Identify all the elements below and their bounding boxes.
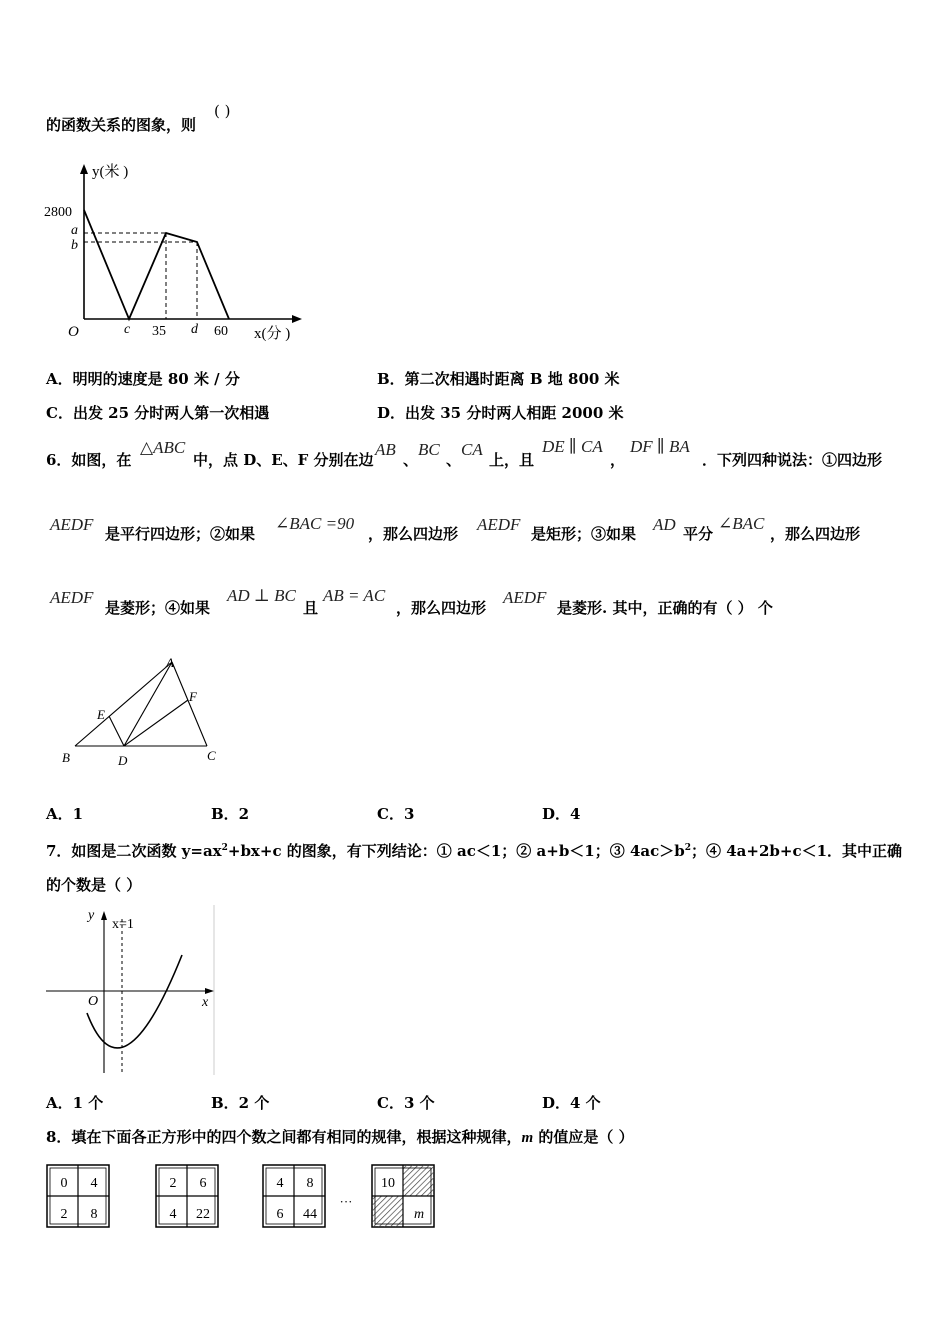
q6-math-triangle: △ABC: [140, 438, 186, 457]
q6-option-a[interactable]: A．1: [46, 805, 84, 823]
point-e-label: E: [97, 707, 105, 722]
q6-math-ad: AD: [653, 515, 676, 534]
q6-math-aedf: AEDF: [50, 588, 94, 607]
q8-number-squares: [40, 1158, 450, 1233]
number-square-unknown: [372, 1165, 434, 1227]
q5-option-d[interactable]: D．出发 35 分时两人相距 2000 米: [377, 404, 624, 422]
q6-stem-part: ．下列四种说法：①四边形: [702, 451, 883, 469]
q6-stem-part: 、: [403, 451, 419, 469]
point-c-label: C: [207, 748, 216, 763]
cell-bottom-right: 44: [303, 1207, 317, 1222]
cell-bottom-left: 2: [60, 1207, 68, 1222]
cell-bottom-left: 6: [276, 1207, 284, 1222]
q6-triangle-figure: [55, 650, 230, 775]
point-a-label: A: [166, 655, 174, 670]
q6-math-df-parallel-ba: DF ∥ BA: [630, 437, 690, 456]
cell-bottom-right: 22: [196, 1207, 210, 1222]
y-axis-label: y: [88, 908, 95, 923]
q6-option-c[interactable]: C．3: [377, 805, 415, 823]
axis-of-symmetry-label: x=1: [112, 917, 134, 932]
q8-stem: 8．填在下面各正方形中的四个数之间都有相同的规律，根据这种规律，m 的值应是（ ）: [46, 1128, 634, 1146]
cell-bottom-right: 8: [90, 1207, 98, 1222]
q6-stem-part: 是菱形. 其中，正确的有（ ） 个: [557, 599, 773, 617]
q7-option-a[interactable]: A．1 个: [46, 1094, 104, 1112]
x-tick-35: 35: [152, 324, 166, 339]
cell-top-left: 10: [381, 1176, 395, 1191]
origin-label: O: [88, 994, 99, 1009]
q6-stem-part: ，那么四边形: [770, 525, 861, 543]
x-tick-origin: O: [68, 324, 79, 340]
number-square: [156, 1165, 218, 1227]
cell-top-right: 6: [199, 1176, 207, 1191]
q6-stem-part: ，那么四边形: [368, 525, 459, 543]
number-square: [263, 1165, 325, 1227]
cell-top-left: 4: [276, 1176, 284, 1191]
q6-stem-part: 是平行四边形；②如果: [105, 525, 256, 543]
y-tick-a: a: [71, 223, 78, 238]
q6-stem-part: 、: [446, 451, 462, 469]
q6-math-ab-eq-ac: AB = AC: [323, 586, 386, 605]
q6-math-ab: AB: [375, 440, 396, 459]
point-d-label: D: [118, 753, 128, 768]
y-axis-label: y(米 ): [92, 164, 129, 180]
q6-option-d[interactable]: D．4: [542, 805, 581, 823]
q6-stem-part: ，那么四边形: [396, 599, 487, 617]
q6-math-aedf: AEDF: [477, 515, 521, 534]
x-tick-60: 60: [214, 324, 228, 339]
x-axis-label: x(分 ): [254, 326, 291, 342]
q6-stem-part: ，: [610, 451, 626, 469]
q6-stem-part: 中，点 D、E、F 分别在边: [193, 451, 374, 469]
q6-stem-part: 是矩形；③如果: [531, 525, 637, 543]
q6-option-b[interactable]: B．2: [211, 805, 250, 823]
cell-top-left: 0: [60, 1176, 68, 1191]
q6-math-bc: BC: [418, 440, 440, 459]
q5-distance-time-graph: [40, 158, 305, 348]
q7-stem-line2: 的个数是（ ）: [46, 876, 142, 894]
y-tick-b: b: [71, 238, 78, 253]
q7-option-d[interactable]: D．4 个: [542, 1094, 601, 1112]
cell-top-right: 8: [306, 1176, 314, 1191]
q6-math-ca: CA: [461, 440, 483, 459]
q6-math-ad-perp-bc: AD ⊥ BC: [227, 586, 296, 605]
y-tick-2800: 2800: [44, 205, 72, 220]
q7-option-c[interactable]: C．3 个: [377, 1094, 435, 1112]
number-square: [47, 1165, 109, 1227]
point-f-label: F: [189, 689, 197, 704]
q6-stem-part: 平分: [683, 525, 714, 543]
q5-option-c[interactable]: C．出发 25 分时两人第一次相遇: [46, 404, 270, 422]
q7-option-b[interactable]: B．2 个: [211, 1094, 270, 1112]
q6-stem-part: 上，且: [489, 451, 535, 469]
q6-stem-part: 是菱形；④如果: [105, 599, 211, 617]
q6-math-de-parallel-ca: DE ∥ CA: [542, 437, 603, 456]
ellipsis: ···: [339, 1194, 353, 1209]
q7-stem-line1: 7．如图是二次函数 $y=ax^2+bx+c$ 的图象，有下列结论：① ac＜1；② a+b＜1；③ $4ac>b^2$；④ 4a+2b+c＜1．其中正确: [46, 842, 903, 860]
q6-math-angle-bac: ∠BAC: [718, 514, 765, 533]
x-tick-c: c: [124, 322, 131, 337]
x-tick-d: d: [191, 322, 198, 337]
q6-math-angle-bac-90: ∠BAC =90: [275, 514, 355, 533]
q7-parabola-graph: [42, 905, 220, 1077]
q6-stem-part: 6．如图，在: [46, 451, 132, 469]
q5-option-b[interactable]: B．第二次相遇时距离 B 地 800 米: [377, 370, 620, 388]
q5-answer-paren: ( ): [214, 102, 231, 120]
cell-top-right: 4: [90, 1176, 98, 1191]
cell-bottom-left: 4: [169, 1207, 177, 1222]
cell-top-left: 2: [169, 1176, 177, 1191]
q5-stem: 的函数关系的图象，则: [46, 116, 197, 134]
x-axis-label: x: [202, 995, 209, 1010]
q6-math-aedf: AEDF: [503, 588, 547, 607]
cell-bottom-right-unknown: m: [413, 1207, 425, 1222]
q6-stem-part: 且: [303, 599, 319, 617]
q5-option-a[interactable]: A．明明的速度是 80 米 / 分: [46, 370, 240, 388]
point-b-label: B: [62, 750, 70, 765]
q6-math-aedf: AEDF: [50, 515, 94, 534]
